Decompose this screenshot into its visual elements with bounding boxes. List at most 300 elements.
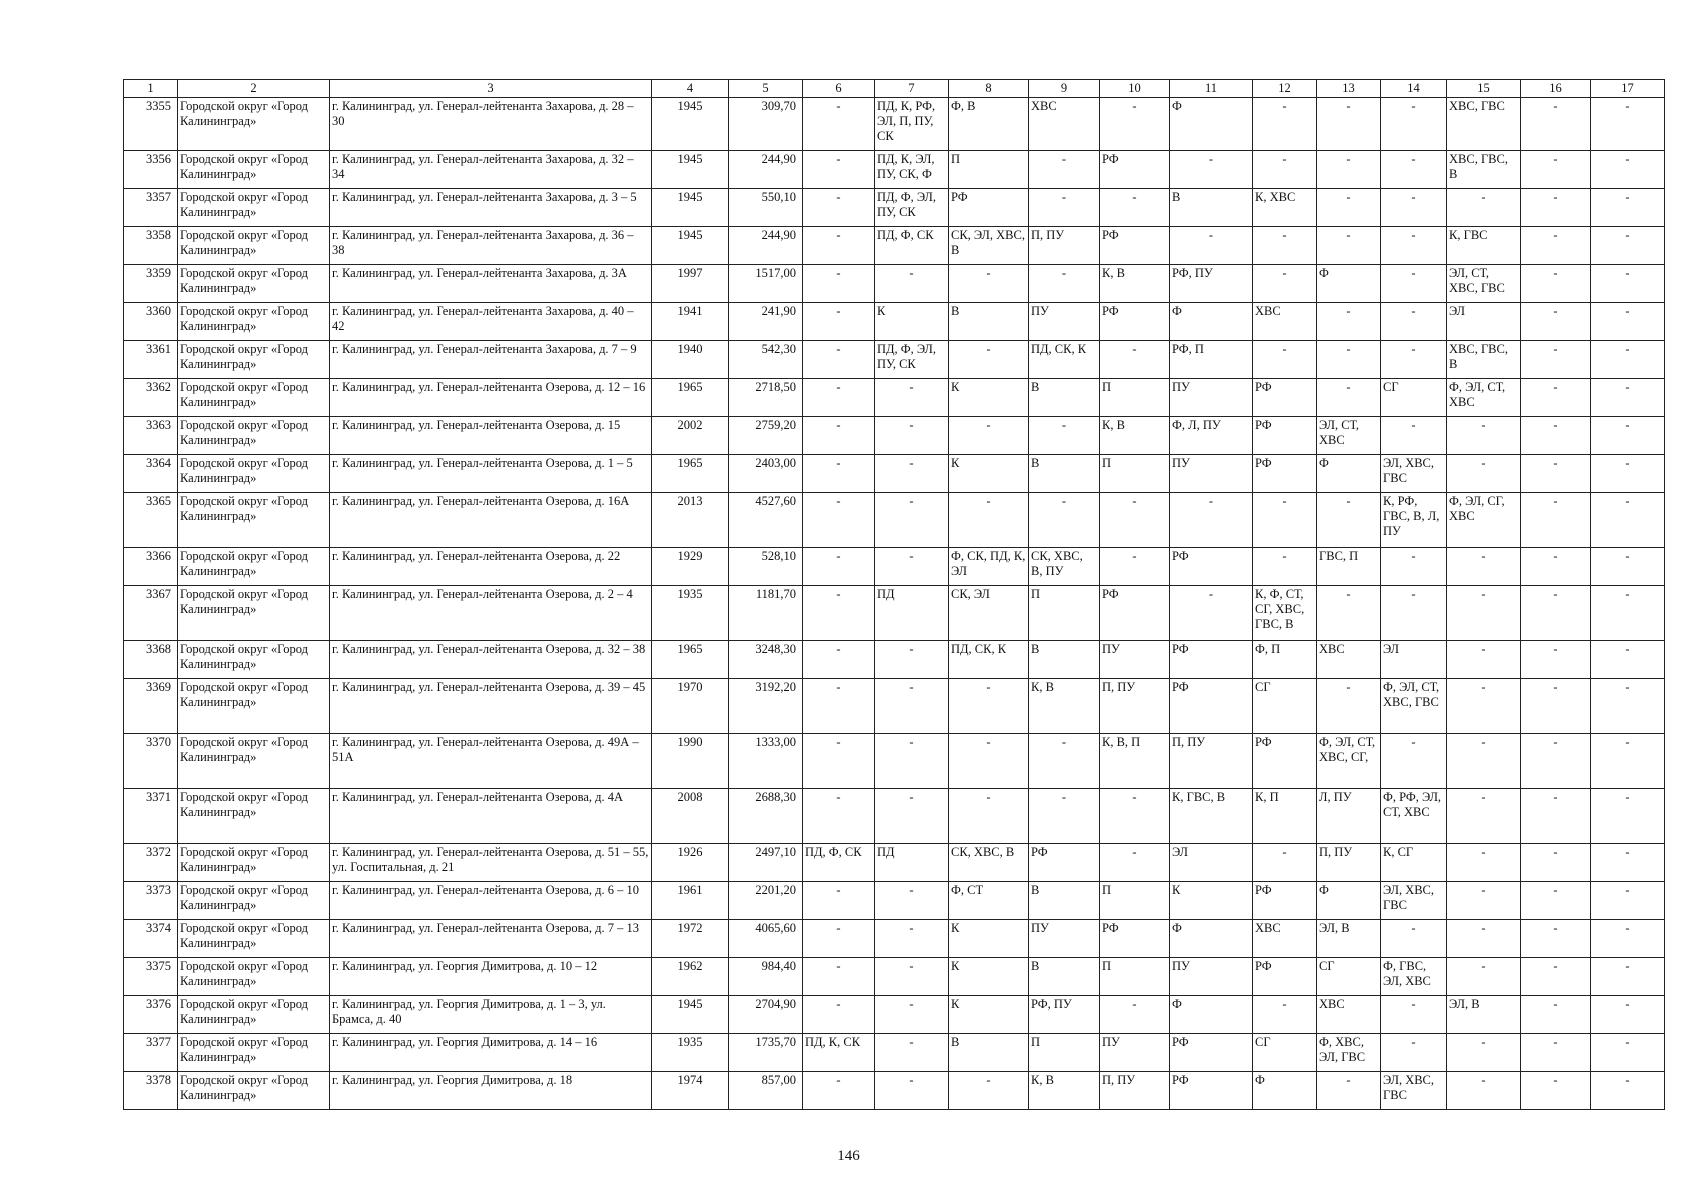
table-cell: СГ: [1253, 679, 1317, 734]
table-cell: -: [1253, 265, 1317, 303]
table-cell: -: [1521, 1072, 1591, 1110]
table-cell: -: [1521, 493, 1591, 548]
table-cell: СК, ЭЛ: [949, 586, 1029, 641]
table-cell: ПУ: [1100, 641, 1170, 679]
table-cell: -: [949, 789, 1029, 844]
row-number-cell: 3356: [124, 151, 178, 189]
table-cell: -: [1521, 189, 1591, 227]
table-row: [124, 679, 1665, 734]
table-cell: ПД: [875, 586, 949, 641]
table-cell: -: [1100, 189, 1170, 227]
table-cell: -: [875, 882, 949, 920]
table-cell: -: [949, 679, 1029, 734]
row-number-cell: 3370: [124, 734, 178, 789]
table-cell: ХВС: [1253, 303, 1317, 341]
table-row: [124, 341, 1665, 379]
table-cell: ПД, СК, К: [1029, 341, 1100, 379]
table-cell: -: [875, 548, 949, 586]
table-cell: -: [949, 341, 1029, 379]
row-number-cell: 3362: [124, 379, 178, 417]
table-cell: П: [1100, 379, 1170, 417]
table-cell: Городской округ «Город Калининград»: [178, 679, 330, 734]
table-cell: Ф, ГВС, ЭЛ, ХВС: [1381, 958, 1447, 996]
table-row: [124, 586, 1665, 641]
table-cell: -: [1521, 586, 1591, 641]
table-cell: Городской округ «Город Калининград»: [178, 379, 330, 417]
table-cell: 1941: [652, 303, 729, 341]
table-cell: В: [1029, 455, 1100, 493]
table-cell: -: [1447, 1034, 1521, 1072]
table-cell: ПД, Ф, СК: [803, 844, 875, 882]
table-cell: Городской округ «Город Калининград»: [178, 548, 330, 586]
table-cell: 4527,60: [729, 493, 803, 548]
table-cell: Ф: [1170, 920, 1253, 958]
page-number: 146: [837, 1148, 860, 1164]
table-cell: -: [875, 455, 949, 493]
table-cell: г. Калининград, ул. Генерал-лейтенанта Озерова, д. 16А: [330, 493, 652, 548]
table-cell: К, ГВС, В: [1170, 789, 1253, 844]
table-cell: ХВС, ГВС: [1447, 98, 1521, 151]
table-cell: Ф, РФ, ЭЛ, СТ, ХВС: [1381, 789, 1447, 844]
table-cell: В: [949, 1034, 1029, 1072]
table-cell: К, В: [1100, 265, 1170, 303]
table-cell: ХВС: [1317, 996, 1381, 1034]
table-cell: -: [1100, 844, 1170, 882]
table-cell: -: [1317, 493, 1381, 548]
table-cell: -: [1447, 920, 1521, 958]
table-cell: г. Калининград, ул. Генерал-лейтенанта Озерова, д. 15: [330, 417, 652, 455]
table-cell: 550,10: [729, 189, 803, 227]
row-number-cell: 3378: [124, 1072, 178, 1110]
table-cell: 1972: [652, 920, 729, 958]
table-cell: -: [1447, 1072, 1521, 1110]
table-cell: 1735,70: [729, 1034, 803, 1072]
table-cell: Ф, ЭЛ, СТ, ХВС, ГВС: [1381, 679, 1447, 734]
table-cell: 1945: [652, 189, 729, 227]
row-number-cell: 3377: [124, 1034, 178, 1072]
table-cell: Городской округ «Город Калининград»: [178, 920, 330, 958]
column-number-5: 5: [729, 80, 803, 98]
table-cell: СК, ХВС, В: [949, 844, 1029, 882]
table-cell: г. Калининград, ул. Генерал-лейтенанта Озерова, д. 6 – 10: [330, 882, 652, 920]
table-cell: К: [949, 996, 1029, 1034]
table-cell: -: [1253, 548, 1317, 586]
table-cell: Городской округ «Город Калининград»: [178, 417, 330, 455]
table-cell: ПД, К, ЭЛ, ПУ, СК, Ф: [875, 151, 949, 189]
table-cell: К, В, П: [1100, 734, 1170, 789]
column-number-15: 15: [1447, 80, 1521, 98]
row-number-cell: 3373: [124, 882, 178, 920]
column-number-16: 16: [1521, 80, 1591, 98]
table-cell: Ф, ХВС, ЭЛ, ГВС: [1317, 1034, 1381, 1072]
row-number-cell: 3372: [124, 844, 178, 882]
table-cell: -: [1170, 227, 1253, 265]
table-cell: ПУ: [1029, 303, 1100, 341]
table-cell: -: [1591, 548, 1665, 586]
table-cell: -: [1381, 996, 1447, 1034]
table-cell: 1945: [652, 151, 729, 189]
row-number-cell: 3376: [124, 996, 178, 1034]
table-cell: -: [803, 417, 875, 455]
table-cell: -: [1521, 734, 1591, 789]
table-cell: ГВС, П: [1317, 548, 1381, 586]
table-cell: Ф: [1317, 882, 1381, 920]
table-cell: ПУ: [1170, 379, 1253, 417]
table-row: [124, 958, 1665, 996]
row-number-cell: 3375: [124, 958, 178, 996]
table-cell: -: [1381, 586, 1447, 641]
table-cell: Ф, ЭЛ, СТ, ХВС: [1447, 379, 1521, 417]
table-cell: ЭЛ, СТ, ХВС, ГВС: [1447, 265, 1521, 303]
table-cell: ПУ: [1170, 958, 1253, 996]
table-cell: г. Калининград, ул. Генерал-лейтенанта Захарова, д. 3А: [330, 265, 652, 303]
table-cell: ЭЛ, СТ, ХВС: [1317, 417, 1381, 455]
table-cell: РФ: [1100, 586, 1170, 641]
table-cell: ЭЛ, ХВС, ГВС: [1381, 882, 1447, 920]
table-cell: -: [1100, 98, 1170, 151]
table-cell: 1935: [652, 586, 729, 641]
table-cell: -: [875, 996, 949, 1034]
table-cell: -: [1521, 417, 1591, 455]
table-cell: Ф: [1317, 265, 1381, 303]
table-cell: -: [1253, 151, 1317, 189]
table-cell: ПД: [875, 844, 949, 882]
table-cell: -: [1591, 789, 1665, 844]
table-cell: -: [1521, 341, 1591, 379]
table-cell: ПД, К, РФ, ЭЛ, П, ПУ, СК: [875, 98, 949, 151]
table-cell: 1970: [652, 679, 729, 734]
table-cell: 1965: [652, 641, 729, 679]
table-cell: -: [803, 789, 875, 844]
table-cell: 1974: [652, 1072, 729, 1110]
table-cell: ХВС: [1253, 920, 1317, 958]
table-cell: К, ГВС: [1447, 227, 1521, 265]
table-cell: ПД, К, СК: [803, 1034, 875, 1072]
table-cell: Городской округ «Город Калининград»: [178, 882, 330, 920]
table-cell: -: [1591, 920, 1665, 958]
table-cell: 3248,30: [729, 641, 803, 679]
table-cell: К: [949, 455, 1029, 493]
table-cell: 2403,00: [729, 455, 803, 493]
table-cell: РФ: [1100, 303, 1170, 341]
table-cell: 1997: [652, 265, 729, 303]
table-cell: -: [875, 958, 949, 996]
table-cell: СГ: [1317, 958, 1381, 996]
table-cell: -: [803, 189, 875, 227]
table-cell: Городской округ «Город Калининград»: [178, 341, 330, 379]
table-cell: Городской округ «Город Калининград»: [178, 493, 330, 548]
table-cell: -: [1591, 189, 1665, 227]
table-cell: П: [1029, 586, 1100, 641]
table-cell: -: [1447, 641, 1521, 679]
table-cell: -: [1381, 920, 1447, 958]
table-cell: 2201,20: [729, 882, 803, 920]
table-cell: РФ: [1253, 417, 1317, 455]
table-cell: -: [1100, 548, 1170, 586]
column-number-10: 10: [1100, 80, 1170, 98]
table-cell: 2704,90: [729, 996, 803, 1034]
table-cell: -: [1170, 151, 1253, 189]
table-cell: -: [803, 1072, 875, 1110]
table-cell: Ф, ЭЛ, СТ, ХВС, СГ,: [1317, 734, 1381, 789]
table-cell: -: [875, 1034, 949, 1072]
table-cell: К: [949, 958, 1029, 996]
table-cell: -: [949, 493, 1029, 548]
row-number-cell: 3363: [124, 417, 178, 455]
column-number-1: 1: [124, 80, 178, 98]
table-cell: РФ: [1100, 151, 1170, 189]
table-cell: П: [1100, 958, 1170, 996]
table-cell: г. Калининград, ул. Генерал-лейтенанта Озерова, д. 49А – 51А: [330, 734, 652, 789]
table-cell: г. Калининград, ул. Генерал-лейтенанта Захарова, д. 28 – 30: [330, 98, 652, 151]
table-cell: Ф, Л, ПУ: [1170, 417, 1253, 455]
table-row: [124, 1034, 1665, 1072]
table-cell: Ф, В: [949, 98, 1029, 151]
table-cell: РФ, ПУ: [1170, 265, 1253, 303]
table-row: [124, 98, 1665, 151]
row-number-cell: 3371: [124, 789, 178, 844]
table-row: [124, 996, 1665, 1034]
table-cell: г. Калининград, ул. Генерал-лейтенанта Озерова, д. 2 – 4: [330, 586, 652, 641]
table-cell: г. Калининград, ул. Генерал-лейтенанта Озерова, д. 12 – 16: [330, 379, 652, 417]
table-cell: 241,90: [729, 303, 803, 341]
table-cell: Городской округ «Город Калининград»: [178, 151, 330, 189]
table-cell: -: [1521, 151, 1591, 189]
table-cell: РФ: [1170, 548, 1253, 586]
table-cell: Городской округ «Город Калининград»: [178, 641, 330, 679]
table-cell: -: [1029, 189, 1100, 227]
table-cell: 3192,20: [729, 679, 803, 734]
table-cell: -: [1317, 1072, 1381, 1110]
row-number-cell: 3368: [124, 641, 178, 679]
table-row: [124, 920, 1665, 958]
table-cell: -: [1447, 586, 1521, 641]
table-cell: г. Калининград, ул. Георгия Димитрова, д. 14 – 16: [330, 1034, 652, 1072]
table-cell: П: [1029, 1034, 1100, 1072]
table-cell: Городской округ «Город Калининград»: [178, 958, 330, 996]
table-cell: ПД, Ф, СК: [875, 227, 949, 265]
table-cell: 542,30: [729, 341, 803, 379]
table-cell: Ф, СК, ПД, К, ЭЛ: [949, 548, 1029, 586]
table-cell: -: [1591, 98, 1665, 151]
table-row: [124, 417, 1665, 455]
table-cell: Городской округ «Город Калининград»: [178, 586, 330, 641]
column-number-6: 6: [803, 80, 875, 98]
table-cell: ПД, Ф, ЭЛ, ПУ, СК: [875, 341, 949, 379]
table-cell: -: [1591, 151, 1665, 189]
table-cell: -: [875, 641, 949, 679]
table-header: [124, 80, 1665, 98]
table-cell: Ф: [1170, 996, 1253, 1034]
table-cell: В: [949, 303, 1029, 341]
table-cell: -: [1591, 227, 1665, 265]
table-row: [124, 1072, 1665, 1110]
column-numbers-row: [124, 80, 1665, 98]
table-cell: П, ПУ: [1100, 1072, 1170, 1110]
row-number-cell: 3357: [124, 189, 178, 227]
table-cell: 1940: [652, 341, 729, 379]
table-cell: -: [1029, 265, 1100, 303]
table-cell: -: [1521, 844, 1591, 882]
table-cell: РФ: [1253, 958, 1317, 996]
table-cell: -: [1591, 641, 1665, 679]
table-cell: В: [1029, 379, 1100, 417]
table-cell: -: [949, 265, 1029, 303]
table-cell: РФ: [1253, 734, 1317, 789]
table-cell: К: [949, 920, 1029, 958]
table-cell: ХВС, ГВС, В: [1447, 341, 1521, 379]
table-cell: ПУ: [1170, 455, 1253, 493]
table-cell: -: [1317, 586, 1381, 641]
table-cell: П, ПУ: [1029, 227, 1100, 265]
table-cell: 2497,10: [729, 844, 803, 882]
table-cell: П, ПУ: [1100, 679, 1170, 734]
table-cell: -: [1447, 789, 1521, 844]
table-cell: РФ: [1253, 379, 1317, 417]
row-number-cell: 3364: [124, 455, 178, 493]
table-cell: -: [1317, 303, 1381, 341]
table-cell: -: [1317, 151, 1381, 189]
table-cell: 1945: [652, 98, 729, 151]
table-cell: Городской округ «Город Калининград»: [178, 996, 330, 1034]
table-cell: Городской округ «Город Калининград»: [178, 303, 330, 341]
table-cell: -: [1591, 455, 1665, 493]
table-cell: -: [875, 734, 949, 789]
table-cell: -: [875, 493, 949, 548]
table-cell: г. Калининград, ул. Генерал-лейтенанта Захарова, д. 36 – 38: [330, 227, 652, 265]
table-cell: -: [1100, 996, 1170, 1034]
table-cell: -: [1381, 341, 1447, 379]
table-cell: -: [1591, 882, 1665, 920]
table-cell: -: [949, 1072, 1029, 1110]
table-cell: Городской округ «Город Калининград»: [178, 789, 330, 844]
table-cell: СК, ЭЛ, ХВС, В: [949, 227, 1029, 265]
table-cell: -: [1029, 493, 1100, 548]
table-cell: -: [1521, 996, 1591, 1034]
table-cell: -: [1317, 227, 1381, 265]
table-cell: г. Калининград, ул. Генерал-лейтенанта Захарова, д. 32 – 34: [330, 151, 652, 189]
table-cell: 1333,00: [729, 734, 803, 789]
table-cell: 1990: [652, 734, 729, 789]
column-number-7: 7: [875, 80, 949, 98]
table-cell: -: [1521, 789, 1591, 844]
table-cell: -: [803, 958, 875, 996]
table-cell: -: [803, 882, 875, 920]
table-cell: г. Калининград, ул. Генерал-лейтенанта Озерова, д. 1 – 5: [330, 455, 652, 493]
table-cell: -: [1253, 227, 1317, 265]
table-cell: г. Калининград, ул. Георгия Димитрова, д. 18: [330, 1072, 652, 1110]
table-cell: -: [1447, 882, 1521, 920]
table-cell: -: [1317, 341, 1381, 379]
table-cell: ПД, Ф, ЭЛ, ПУ, СК: [875, 189, 949, 227]
table-cell: К: [875, 303, 949, 341]
table-cell: -: [803, 920, 875, 958]
table-cell: -: [803, 151, 875, 189]
table-cell: 244,90: [729, 227, 803, 265]
table-cell: В: [1029, 641, 1100, 679]
table-cell: Городской округ «Город Калининград»: [178, 227, 330, 265]
table-cell: Городской округ «Город Калининград»: [178, 265, 330, 303]
table-cell: -: [1591, 1034, 1665, 1072]
table-cell: -: [1381, 151, 1447, 189]
table-cell: г. Калининград, ул. Генерал-лейтенанта Озерова, д. 51 – 55, ул. Госпитальная, д. 21: [330, 844, 652, 882]
table-cell: -: [1253, 98, 1317, 151]
column-number-14: 14: [1381, 80, 1447, 98]
table-cell: Ф: [1317, 455, 1381, 493]
table-cell: -: [1100, 341, 1170, 379]
table-cell: ЭЛ: [1447, 303, 1521, 341]
table-cell: П: [949, 151, 1029, 189]
table-cell: 2013: [652, 493, 729, 548]
table-cell: 1962: [652, 958, 729, 996]
table-cell: 1965: [652, 379, 729, 417]
row-number-cell: 3361: [124, 341, 178, 379]
table-cell: -: [1521, 641, 1591, 679]
table-cell: -: [1381, 265, 1447, 303]
column-number-13: 13: [1317, 80, 1381, 98]
table-cell: 4065,60: [729, 920, 803, 958]
table-cell: г. Калининград, ул. Генерал-лейтенанта Озерова, д. 32 – 38: [330, 641, 652, 679]
table-cell: -: [1591, 1072, 1665, 1110]
table-cell: г. Калининград, ул. Генерал-лейтенанта Захарова, д. 40 – 42: [330, 303, 652, 341]
table-row: [124, 455, 1665, 493]
table-cell: -: [803, 996, 875, 1034]
table-cell: -: [1100, 493, 1170, 548]
table-cell: -: [1447, 958, 1521, 996]
table-cell: Городской округ «Город Калининград»: [178, 1034, 330, 1072]
table-cell: ПУ: [1100, 1034, 1170, 1072]
table-cell: -: [803, 493, 875, 548]
table-cell: К, В: [1100, 417, 1170, 455]
table-cell: СГ: [1253, 1034, 1317, 1072]
table-cell: -: [1381, 417, 1447, 455]
table-cell: К: [1170, 882, 1253, 920]
table-cell: г. Калининград, ул. Генерал-лейтенанта Озерова, д. 22: [330, 548, 652, 586]
table-cell: -: [875, 1072, 949, 1110]
table-cell: 2008: [652, 789, 729, 844]
table-cell: -: [1317, 98, 1381, 151]
table-cell: -: [949, 734, 1029, 789]
table-cell: РФ: [1029, 844, 1100, 882]
table-cell: -: [1591, 303, 1665, 341]
table-row: [124, 303, 1665, 341]
table-cell: Ф, СТ: [949, 882, 1029, 920]
table-cell: -: [803, 641, 875, 679]
table-cell: -: [1521, 98, 1591, 151]
table-cell: -: [1591, 996, 1665, 1034]
table-cell: г. Калининград, ул. Георгия Димитрова, д. 10 – 12: [330, 958, 652, 996]
table-cell: Городской округ «Город Калининград»: [178, 734, 330, 789]
table-row: [124, 189, 1665, 227]
table-cell: РФ: [1100, 920, 1170, 958]
table-row: [124, 641, 1665, 679]
table-cell: Ф: [1170, 98, 1253, 151]
table-cell: -: [1521, 379, 1591, 417]
table-cell: РФ: [1170, 641, 1253, 679]
table-cell: -: [1381, 548, 1447, 586]
table-cell: -: [1591, 734, 1665, 789]
table-cell: -: [1447, 455, 1521, 493]
table-cell: В: [1029, 958, 1100, 996]
table-row: [124, 734, 1665, 789]
table-row: [124, 151, 1665, 189]
table-cell: -: [1317, 379, 1381, 417]
table-cell: -: [1521, 920, 1591, 958]
table-cell: -: [1029, 789, 1100, 844]
table-cell: -: [1591, 679, 1665, 734]
table-cell: -: [875, 679, 949, 734]
table-cell: -: [1521, 548, 1591, 586]
